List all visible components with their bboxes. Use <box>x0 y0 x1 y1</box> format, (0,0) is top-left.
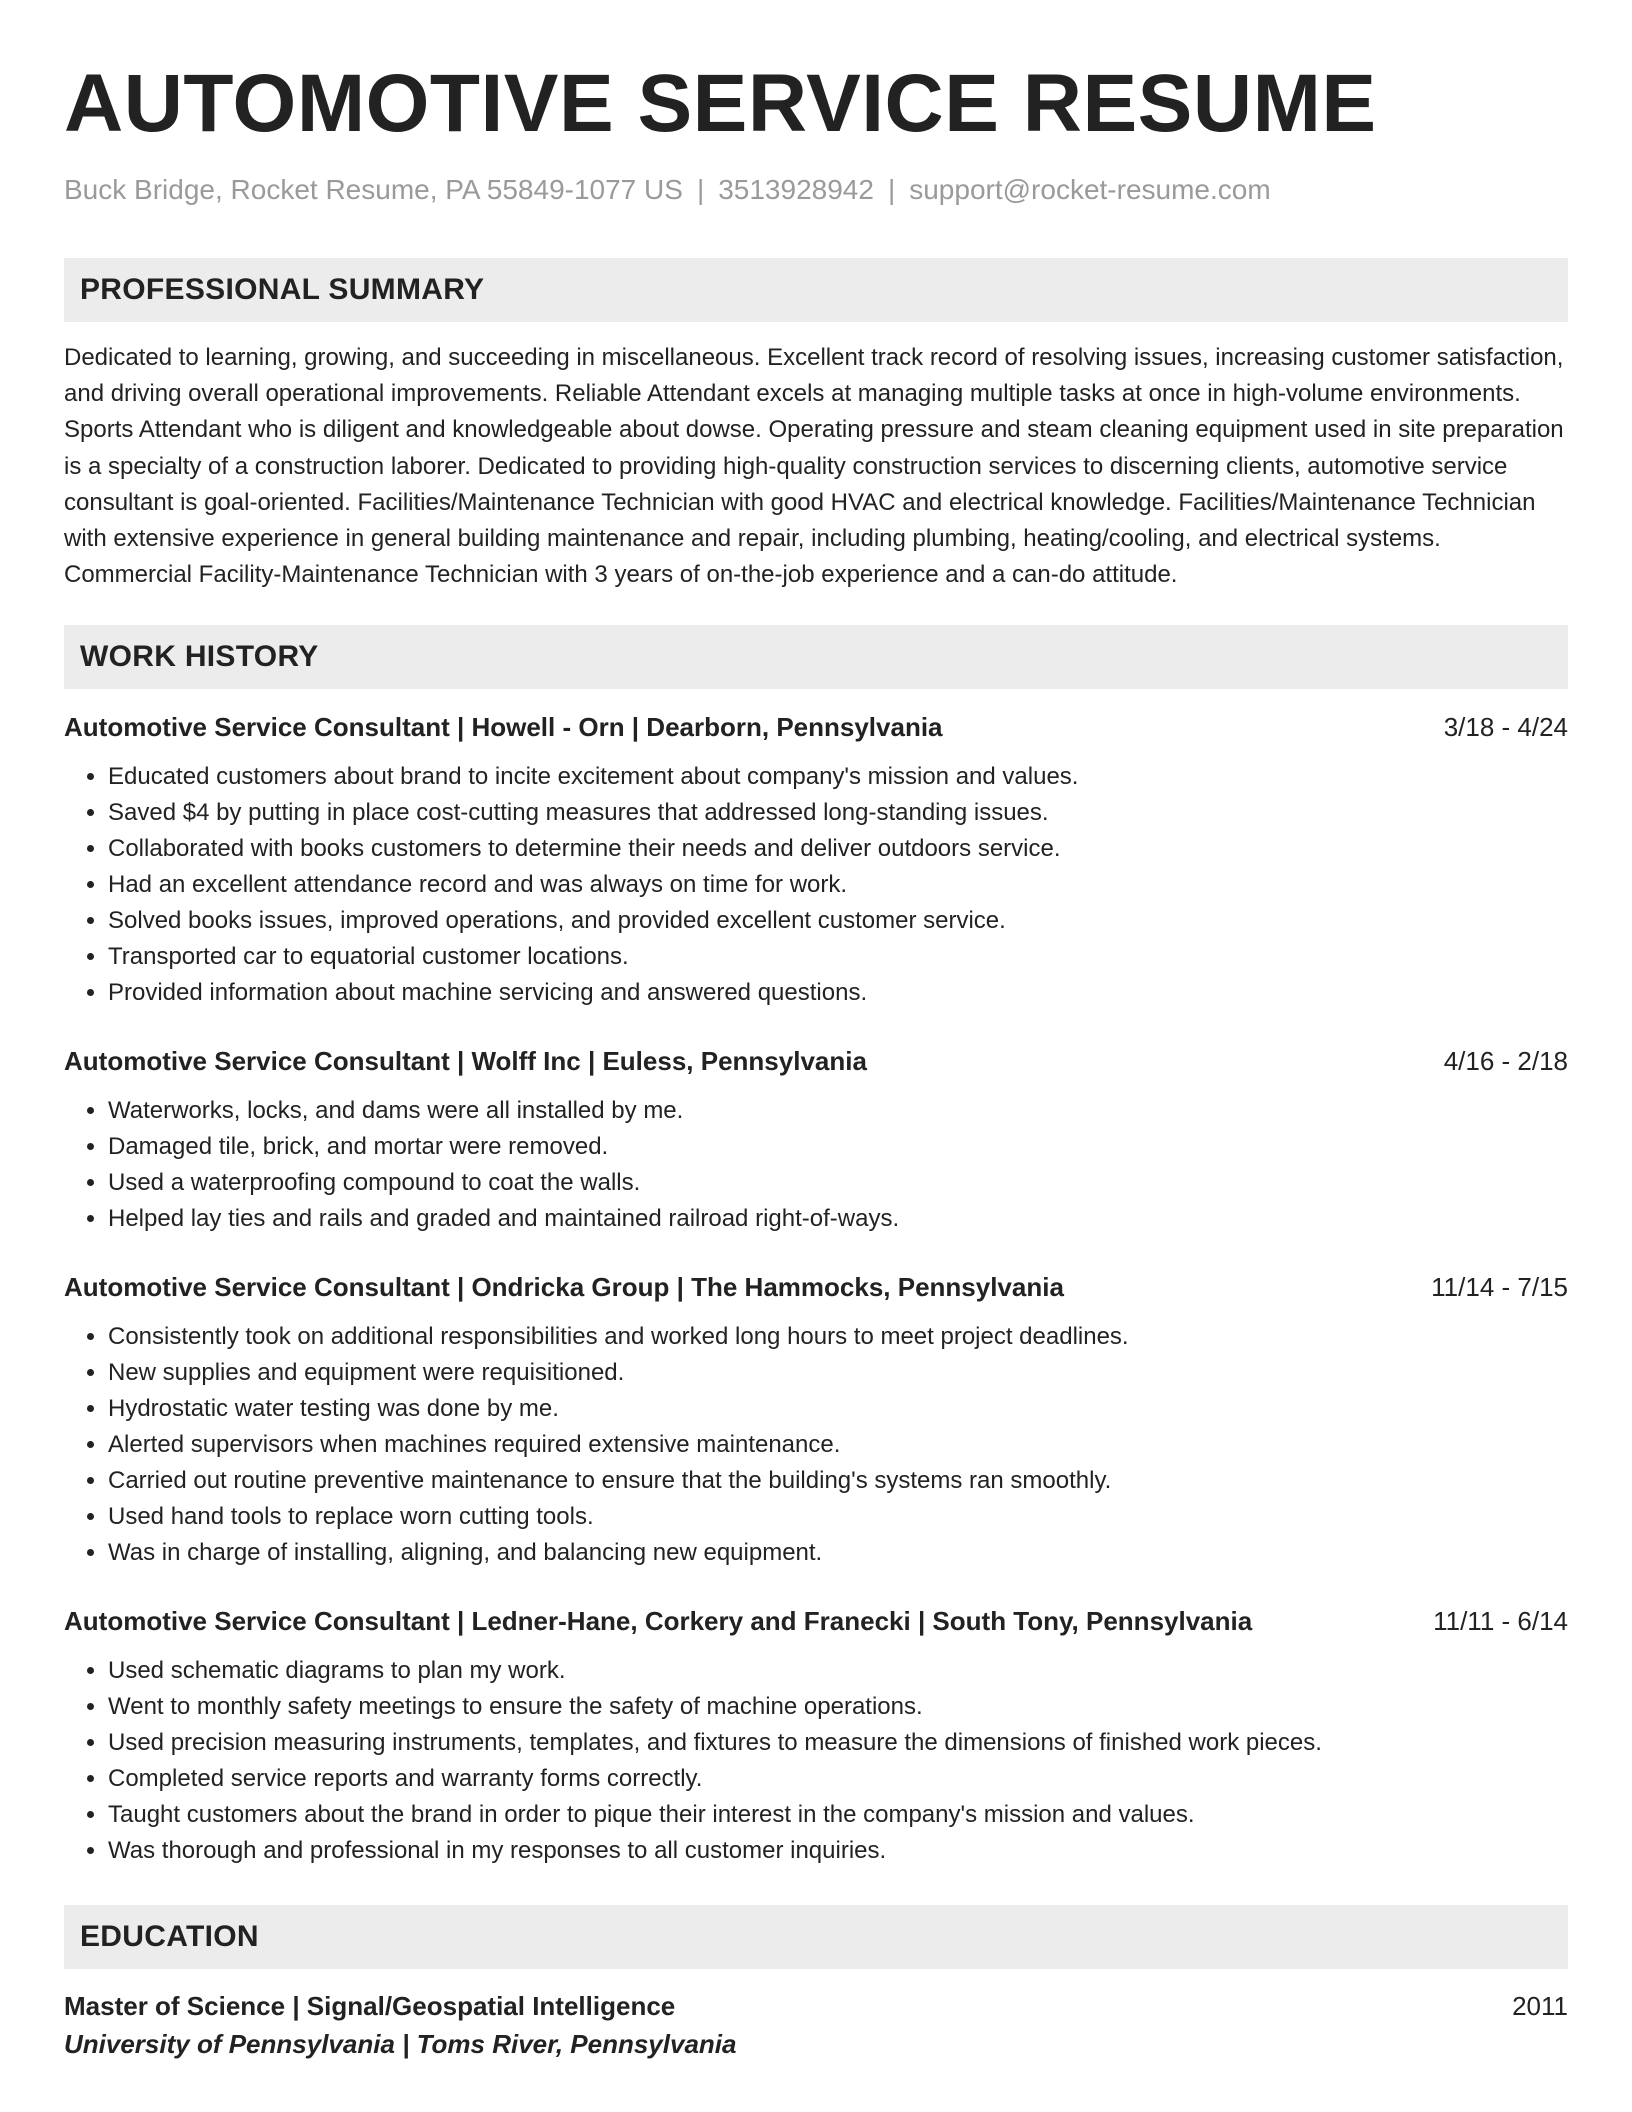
job-bullet: • Transported car to equatorial customer locations. <box>108 939 1568 975</box>
education-year: 2011 <box>1512 1991 1568 2022</box>
job-bullet: • Saved $4 by putting in place cost-cutting measures that addressed long-standing issues. <box>108 795 1568 831</box>
job-title: Automotive Service Consultant | Wolff Inc | Euless, Pennsylvania <box>64 1046 867 1077</box>
professional-summary-text: Dedicated to learning, growing, and succeeding in miscellaneous. Excellent track record of resolving issues, increasing customer satisfaction, and driving overall operational improvements. Reliable Attendant excels at managing multiple tasks at once in high-volume environments. Sports Attendant who is diligent and knowledgeable about dowse. Operating pressure and steam cleaning equipment used in site preparation is a specialty of a construction laborer. Dedicated to providing high-quality construction services to discerning clients, automotive service consultant is goal-oriented. Facilities/Maintenance Technician with good HVAC and electrical knowledge. Facilities/Maintenance Technician with extensive experience in general building maintenance and repair, including plumbing, heating/cooling, and electrical systems. Commercial Facility-Maintenance Technician with 3 years of on-the-job experience and a can-do attitude. <box>64 344 1564 589</box>
work-history-header: WORK HISTORY <box>64 625 1568 689</box>
job-bullet: • Educated customers about brand to incite excitement about company's mission and values. <box>108 759 1568 795</box>
job-bullet: • Used schematic diagrams to plan my work. <box>108 1653 1568 1689</box>
job-dates: 4/16 - 2/18 <box>1443 1046 1568 1077</box>
work-history-list <box>64 709 1568 1869</box>
education-school: University of Pennsylvania | Toms River, Pennsylvania <box>64 2029 737 2060</box>
job-bullets <box>64 1653 1568 1869</box>
job-bullets <box>64 1093 1568 1237</box>
job-bullet: • Provided information about machine servicing and answered questions. <box>108 975 1568 1011</box>
job-title-row <box>64 1043 1568 1079</box>
job-bullet: • Solved books issues, improved operations, and provided excellent customer service. <box>108 903 1568 939</box>
job-title-row <box>64 1603 1568 1639</box>
job-bullet: • Went to monthly safety meetings to ensure the safety of machine operations. <box>108 1689 1568 1725</box>
job-bullet: • Consistently took on additional responsibilities and worked long hours to meet project deadlines. <box>108 1319 1568 1355</box>
education-entry <box>64 1987 1568 2063</box>
job-bullet: • Had an excellent attendance record and was always on time for work. <box>108 867 1568 903</box>
contact-line <box>64 172 1568 208</box>
job-bullet: • Was in charge of installing, aligning, and balancing new equipment. <box>108 1535 1568 1571</box>
job-title-row <box>64 709 1568 745</box>
job-entry <box>64 1269 1568 1571</box>
job-title: Automotive Service Consultant | Ledner-Hane, Corkery and Franecki | South Tony, Pennsylvania <box>64 1606 1253 1637</box>
contact-phone: 3513928942 <box>718 174 874 205</box>
education-degree-row <box>64 1987 1568 2025</box>
job-bullets <box>64 759 1568 1011</box>
education-degree: Master of Science | Signal/Geospatial Intelligence <box>64 1991 676 2022</box>
job-bullet: • Helped lay ties and rails and graded and maintained railroad right-of-ways. <box>108 1201 1568 1237</box>
job-entry <box>64 709 1568 1011</box>
job-bullets <box>64 1319 1568 1571</box>
job-bullet: • Completed service reports and warranty forms correctly. <box>108 1761 1568 1797</box>
job-bullet: • New supplies and equipment were requisitioned. <box>108 1355 1568 1391</box>
job-bullet: • Collaborated with books customers to determine their needs and deliver outdoors service. <box>108 831 1568 867</box>
job-dates: 11/14 - 7/15 <box>1431 1272 1568 1303</box>
job-dates: 11/11 - 6/14 <box>1433 1606 1568 1637</box>
job-bullet: • Carried out routine preventive maintenance to ensure that the building's systems ran smoothly. <box>108 1463 1568 1499</box>
contact-email: support@rocket-resume.com <box>909 174 1271 205</box>
job-bullet: • Hydrostatic water testing was done by me. <box>108 1391 1568 1427</box>
contact-address: Buck Bridge, Rocket Resume, PA 55849-1077 US <box>64 174 683 205</box>
contact-separator: | <box>887 174 896 205</box>
education-header: EDUCATION <box>64 1905 1568 1969</box>
job-title: Automotive Service Consultant | Ondricka Group | The Hammocks, Pennsylvania <box>64 1272 1064 1303</box>
professional-summary-header: PROFESSIONAL SUMMARY <box>64 258 1568 322</box>
contact-separator: | <box>696 174 705 205</box>
job-bullet: • Used a waterproofing compound to coat the walls. <box>108 1165 1568 1201</box>
job-dates: 3/18 - 4/24 <box>1443 712 1568 743</box>
job-bullet: • Used hand tools to replace worn cutting tools. <box>108 1499 1568 1535</box>
job-entry <box>64 1603 1568 1869</box>
job-bullet: • Taught customers about the brand in order to pique their interest in the company's mission and values. <box>108 1797 1568 1833</box>
job-bullet: • Waterworks, locks, and dams were all installed by me. <box>108 1093 1568 1129</box>
job-title: Automotive Service Consultant | Howell - Orn | Dearborn, Pennsylvania <box>64 712 943 743</box>
job-entry <box>64 1043 1568 1237</box>
resume-name: AUTOMOTIVE SERVICE RESUME <box>64 58 1377 149</box>
job-bullet: • Was thorough and professional in my responses to all customer inquiries. <box>108 1833 1568 1869</box>
job-bullet: • Alerted supervisors when machines required extensive maintenance. <box>108 1427 1568 1463</box>
job-bullet: • Damaged tile, brick, and mortar were removed. <box>108 1129 1568 1165</box>
job-title-row <box>64 1269 1568 1305</box>
job-bullet: • Used precision measuring instruments, templates, and fixtures to measure the dimensions of finished work pieces. <box>108 1725 1568 1761</box>
